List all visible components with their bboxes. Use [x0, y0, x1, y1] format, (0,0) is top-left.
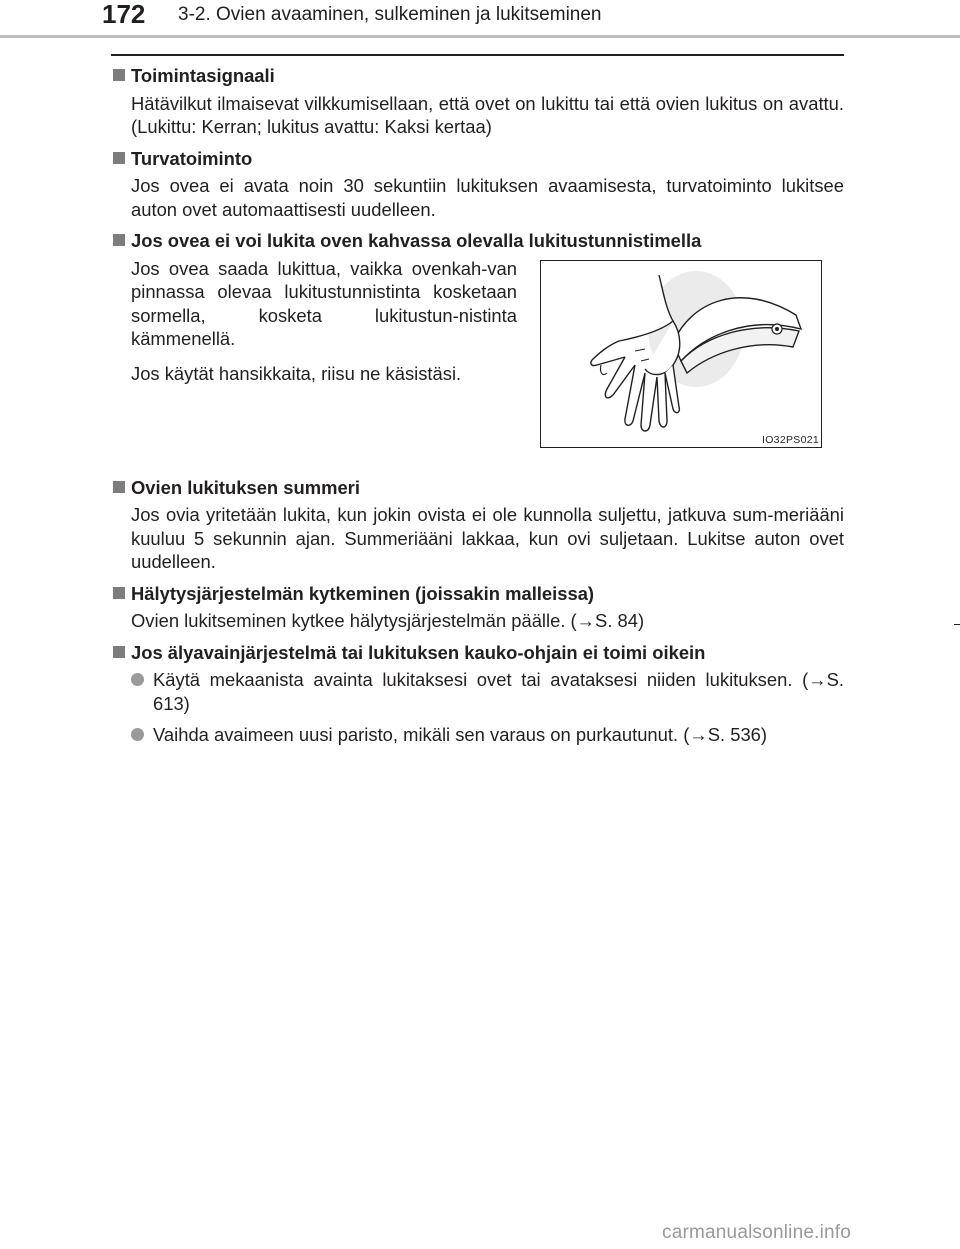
section-text: Hätävilkut ilmaisevat vilkkumisellaan, että ovet on lukittu tai että ovien lukitus on avattu. (Lukittu: Kerran; lukitus avattu: Kaksi kertaa) — [131, 92, 844, 137]
figure-text — [131, 257, 517, 397]
round-bullet-icon — [131, 673, 144, 686]
section-text: Ovien lukitseminen kytkee hälytysjärjestelmän päälle. (→S. 84) — [131, 610, 645, 631]
hand-on-door-handle-icon — [541, 261, 821, 447]
section-heading: Turvatoiminto — [111, 147, 844, 171]
section-heading: Toimintasignaali — [111, 64, 844, 88]
square-bullet-icon — [113, 481, 125, 493]
section-heading: Jos älyavainjärjestelmä tai lukituksen kauko-ohjain ei toimi oikein — [111, 641, 844, 665]
list-item: Vaihda avaimeen uusi paristo, mikäli sen varaus on purkautunut. (→S. 536) — [111, 723, 844, 747]
page-header — [0, 0, 960, 38]
section-text: Jos käytät hansikkaita, riisu ne käsistäsi. — [131, 362, 462, 384]
chapter-title: 3-2. Ovien avaaminen, sulkeminen ja lukitseminen — [178, 4, 602, 25]
figure-code: IO32PS021 — [762, 433, 819, 446]
section-security-function — [111, 147, 844, 222]
square-bullet-icon — [113, 646, 125, 658]
page-body — [111, 64, 844, 755]
square-bullet-icon — [113, 587, 125, 599]
figure-row — [111, 257, 844, 470]
crop-mark — [954, 624, 960, 625]
square-bullet-icon — [113, 234, 125, 246]
square-bullet-icon — [113, 152, 125, 164]
section-heading: Ovien lukituksen summeri — [111, 476, 844, 500]
section-text: Jos ovea ei avata noin 30 sekuntiin lukituksen avaamisesta, turvatoiminto lukitsee auton ovet automaattisesti uudelleen. — [131, 175, 844, 220]
section-lock-buzzer — [111, 476, 844, 574]
section-alarm-system — [111, 582, 844, 633]
section-operation-signal — [111, 64, 844, 139]
section-rule — [111, 54, 844, 56]
section-smart-key-fault — [111, 641, 844, 747]
page-number: 172 — [102, 0, 146, 29]
header-bar — [0, 35, 960, 38]
list-item: Käytä mekaanista avainta lukitaksesi ovet tai avataksesi niiden lukituksen. (→S. 613) — [111, 668, 844, 715]
watermark: carmanualsonline.info — [662, 1222, 852, 1243]
section-heading: Jos ovea ei voi lukita oven kahvassa olevalla lukitustunnistimella — [111, 229, 844, 253]
section-text: Jos ovea saada lukittua, vaikka ovenkah-van pinnassa olevaa lukitustunnistinta kosketaan sormella, kosketa lukitustun-nistinta kämmenellä. — [131, 257, 517, 349]
door-handle-illustration — [540, 260, 822, 448]
section-text: Jos ovia yritetään lukita, kun jokin ovista ei ole kunnolla suljettu, jatkuva sum-meriääni kuuluu 5 sekunnin ajan. Summeriääni lakkaa, kun ovi suljetaan. Lukitse auton ovet uudelleen. — [131, 504, 844, 572]
round-bullet-icon — [131, 728, 144, 741]
section-heading: Hälytysjärjestelmän kytkeminen (joissakin malleissa) — [111, 582, 844, 606]
square-bullet-icon — [113, 69, 125, 81]
section-lock-sensor — [111, 229, 844, 470]
